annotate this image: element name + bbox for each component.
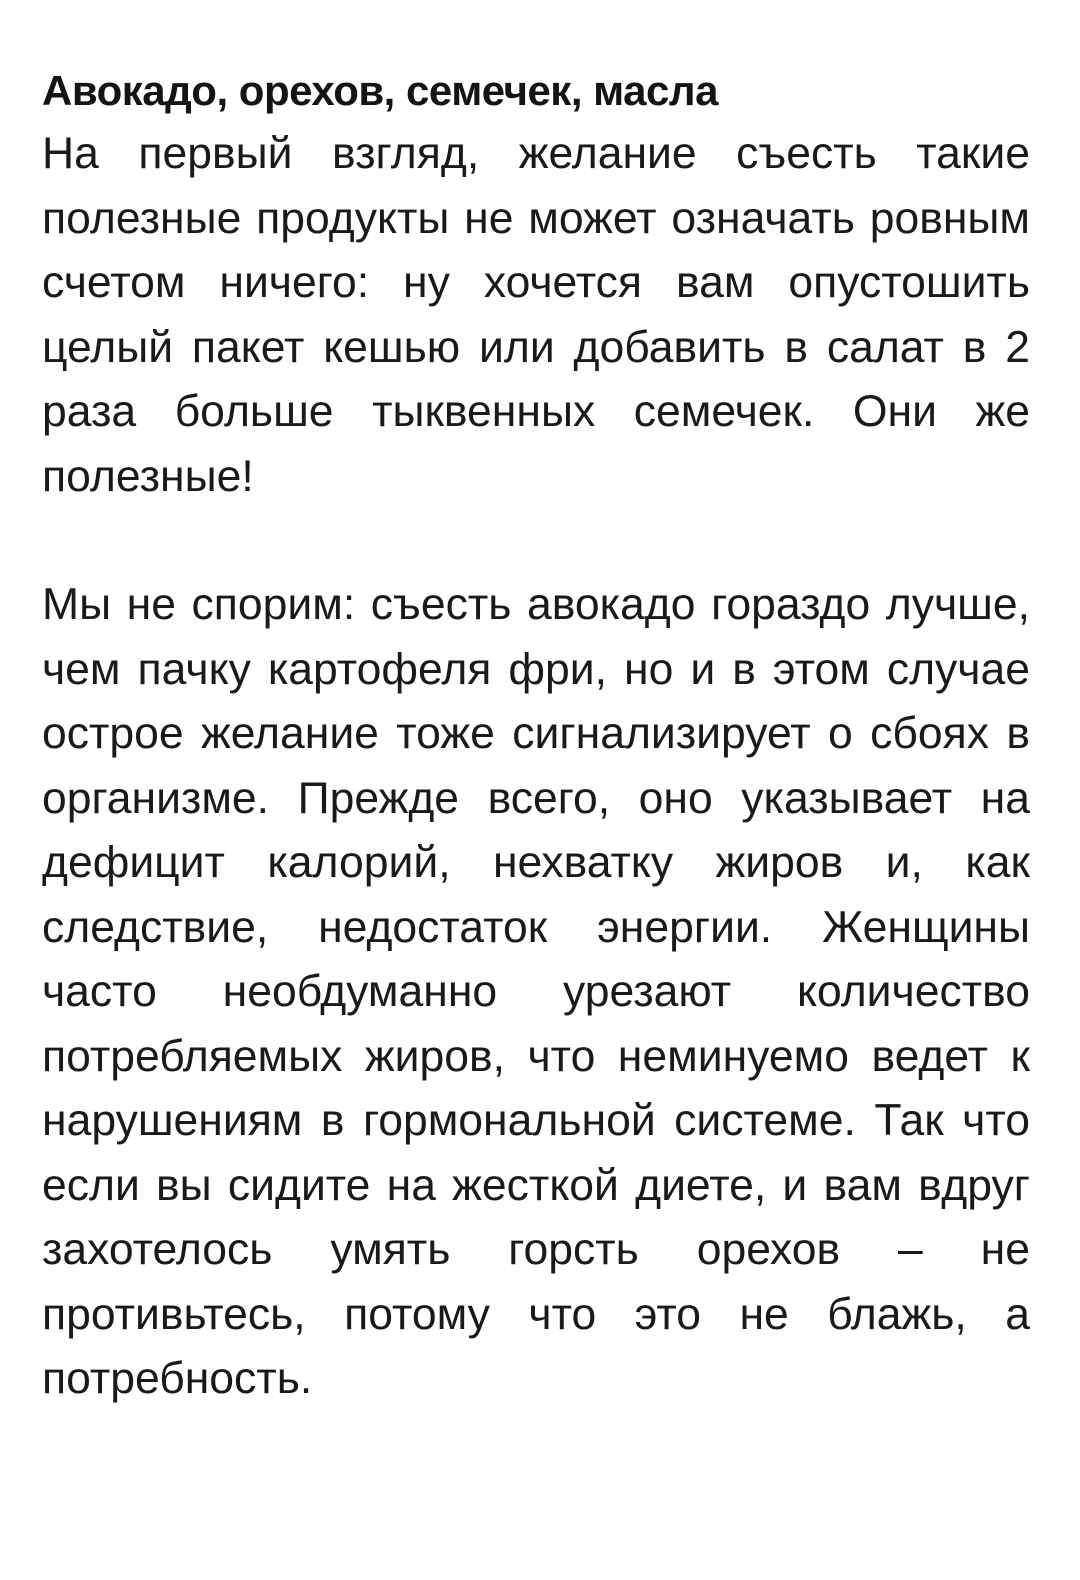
article [42,60,1030,1412]
paragraph-intro: На первый взгляд, желание съесть такие полезные продукты не может означать ровным счетом ничего: ну хочется вам опустошить целый пакет кешью или добавить в салат в 2 раза больше тыквенных семечек. Они же полезные! [42,129,1030,501]
paragraph-spacer [42,509,1030,573]
paragraph-explanation: Мы не спорим: съесть авокадо гораздо лучше, чем пачку картофеля фри, но и в этом случае острое желание тоже сигнализирует о сбоях в организме. Прежде всего, оно указывает на дефицит калорий, нехватку жиров и, как следствие, недостаток энергии. Женщины часто необдуманно урезают количество потребляемых жиров, что неминуемо ведет к нарушениям в гормональной системе. Так что если вы сидите на жесткой диете, и вам вдруг захотелось умять горсть орехов – не противьтесь, потому что это не блажь, а потребность. [42,580,1030,1403]
section-heading: Авокадо, орехов, семечек, масла [42,67,718,114]
